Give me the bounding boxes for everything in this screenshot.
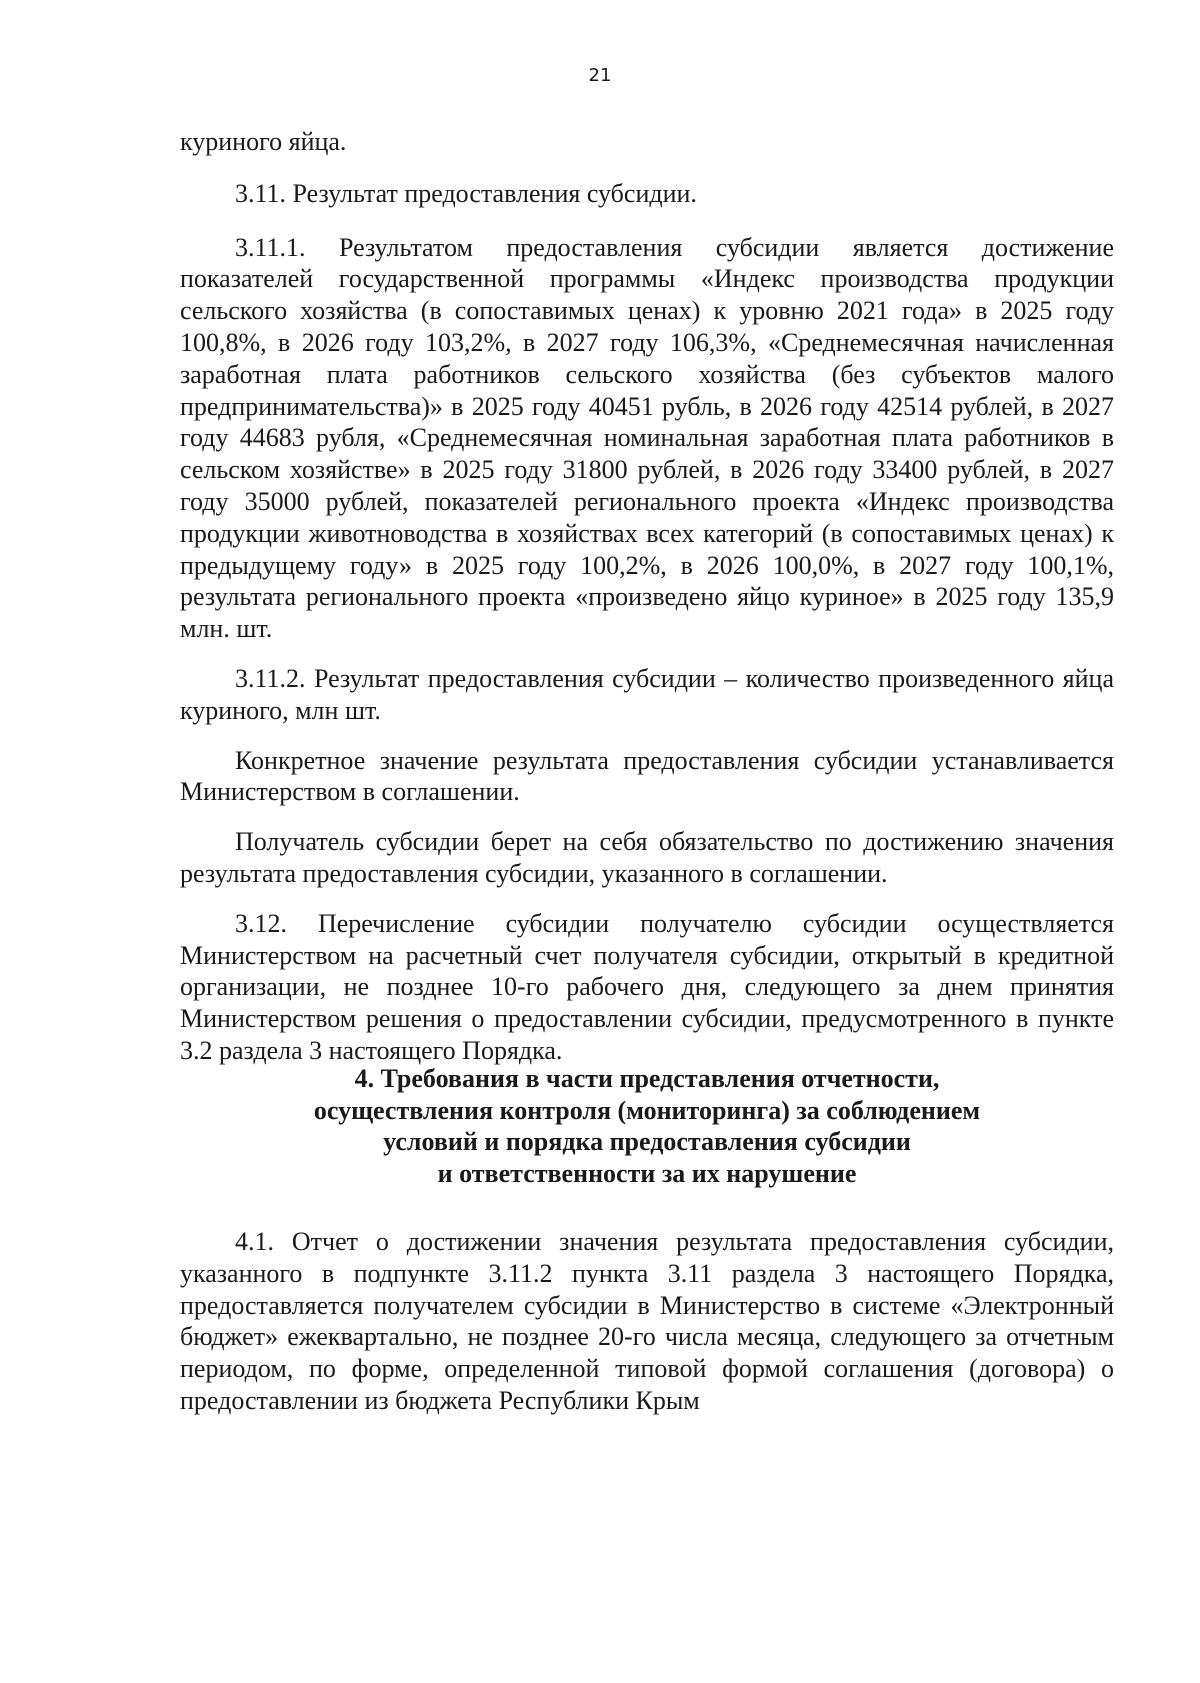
paragraph-continuation: куриного яйца. (180, 127, 347, 156)
heading-line: и ответственности за их нарушение (437, 1158, 857, 1188)
paragraph-3-11-1: 3.11.1. Результатом предоставления субсидии является достижение показателей государственной программы «Индекс производства продукции сельского хозяйства (в сопоставимых ценах) к уровню 2021 года» в 2025 году 100,8%, в 2026 году 103,2%, в 2027 году 106,3%, «Среднемесячная начисленная заработная плата работников сельского хозяйства (без субъектов малого предпринимательства)» в 2025 году 40451 рубль, в 2026 году 42514 рублей, в 2027 году 44683 рубля, «Среднемесячная номинальная заработная плата работников в сельском хозяйстве» в 2025 году 31800 рублей, в 2026 году 33400 рублей, в 2027 году 35000 рублей, показателей регионального проекта «Индекс производства продукции животноводства в хозяйствах всех категорий (в сопоставимых ценах) к предыдущему году» в 2025 году 100,2%, в 2026 100,0%, в 2027 году 100,1%, результата регионального проекта «произведено яйцо куриное» в 2025 году 135,9 млн. шт. (180, 232, 1114, 644)
body-text-upper (180, 126, 1114, 1085)
paragraph-4-1: 4.1. Отчет о достижении значения результата предоставления субсидии, указанного в подпункте 3.11.2 пункта 3.11 раздела 3 настоящего Порядка, предоставляется получателем субсидии в Министерство в системе «Электронный бюджет» ежеквартально, не позднее 20-го числа месяца, следующего за отчетным периодом, по форме, определенной типовой формой соглашения (договора) о предоставлении из бюджета Республики Крым (180, 1227, 1114, 1415)
paragraph-3-11: 3.11. Результат предоставления субсидии. (235, 178, 697, 208)
paragraph-3-11-2: 3.11.2. Результат предоставления субсидии – количество произведенного яйца куриного, млн шт. (180, 663, 1114, 725)
heading-line: осуществления контроля (мониторинга) за соблюдением (313, 1095, 981, 1125)
heading-line: 4. Требования в части представления отчетности, (354, 1064, 940, 1093)
paragraph-3-12: 3.12. Перечисление субсидии получателю субсидии осуществляется Министерством на расчетный счет получателя субсидии, открытый в кредитной организации, не позднее 10-го рабочего дня, следующего за днем принятия Министерством решения о предоставлении субсидии, предусмотренного в пункте 3.2 раздела 3 настоящего Порядка. (180, 908, 1114, 1065)
section-4-heading (180, 1063, 1114, 1189)
page-number: 21 (588, 65, 612, 86)
paragraph-specific-value: Конкретное значение результата предоставления субсидии устанавливается Министерством в соглашении. (180, 745, 1114, 807)
body-text-lower (180, 1226, 1114, 1417)
heading-line: условий и порядка предоставления субсидии (383, 1127, 911, 1156)
paragraph-recipient-obligation: Получатель субсидии берет на себя обязательство по достижению значения результата предоставления субсидии, указанного в соглашении. (180, 827, 1114, 888)
